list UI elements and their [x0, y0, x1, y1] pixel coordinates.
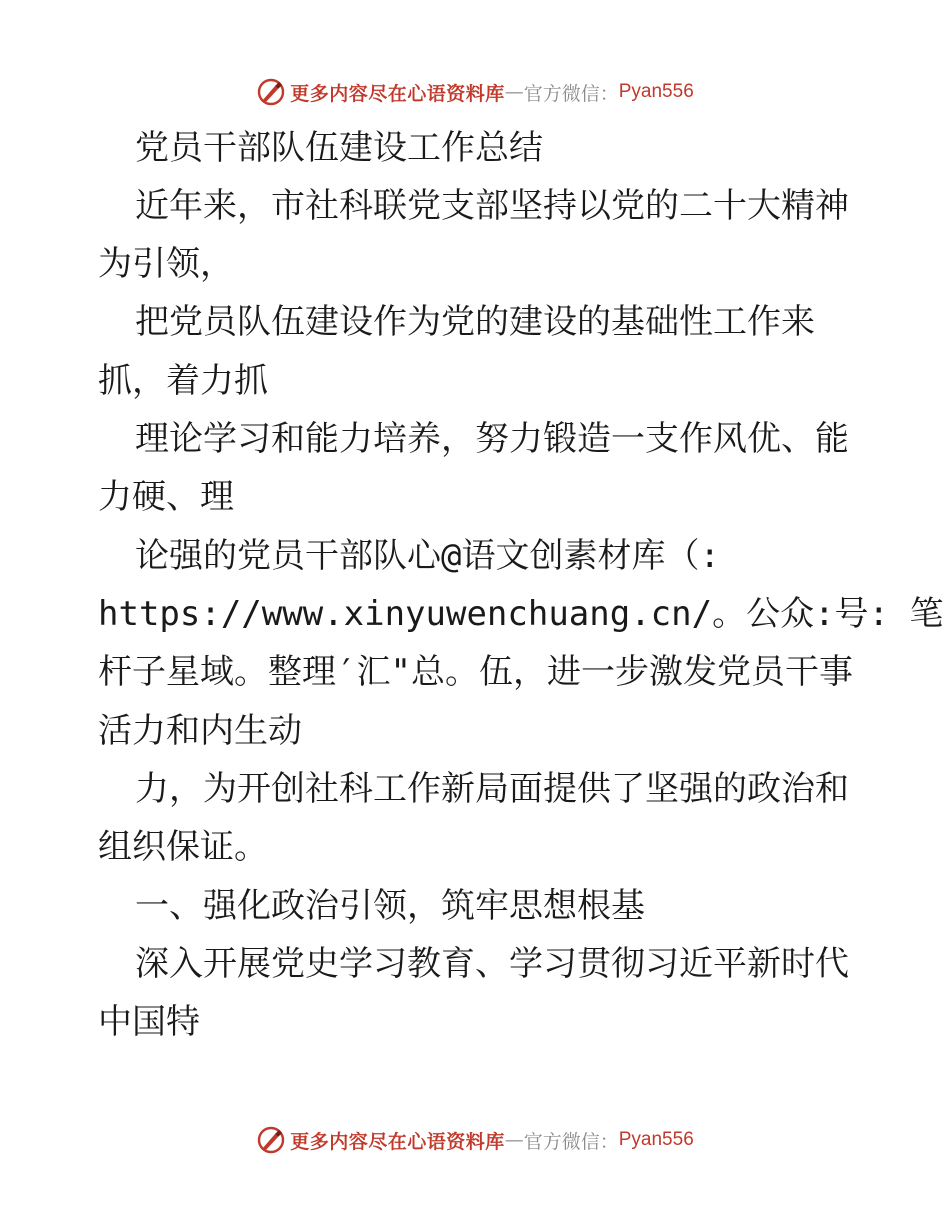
paragraph-line: 为引领，: [98, 244, 234, 284]
footer-watermark: [0, 1120, 950, 1160]
watermark-wechat-id: Pyan556: [618, 81, 694, 102]
paragraph-line: 力，为开创社科工作新局面提供了坚强的政治和: [135, 769, 849, 809]
paragraph-line: 近年来，市社科联党支部坚持以党的二十大精神: [135, 186, 849, 226]
header-watermark: [0, 72, 950, 112]
paragraph-line: 抓，着力抓: [98, 361, 268, 401]
section-heading: 一、强化政治引领，筑牢思想根基: [135, 886, 645, 926]
watermark-label: 官方微信：: [523, 82, 619, 105]
paragraph-line: 论强的党员干部队心@语文创素材库（:: [135, 536, 720, 576]
paragraph-line: 深入开展党史学习教育、学习贯彻习近平新时代: [135, 944, 849, 984]
watermark-dash: —: [504, 81, 524, 103]
paragraph-line: 活力和内生动: [98, 711, 302, 751]
paragraph-line: 力硬、理: [98, 477, 234, 517]
paragraph-line: https://www.xinyuwenchuang.cn/。公众:号: 笔: [98, 594, 944, 634]
paragraph-line: 组织保证。: [98, 827, 268, 867]
paragraph-line: 中国特: [98, 1002, 200, 1042]
watermark-wechat-id: Pyan556: [618, 1129, 694, 1150]
watermark-text: 更多内容尽在心语资料库: [290, 1130, 505, 1153]
pen-logo-icon: [256, 77, 286, 107]
watermark-text: 更多内容尽在心语资料库: [290, 82, 505, 105]
paragraph-line: 把党员队伍建设作为党的建设的基础性工作来: [135, 302, 815, 342]
watermark-dash: —: [504, 1129, 524, 1151]
paragraph-line: 理论学习和能力培养，努力锻造一支作风优、能: [135, 419, 849, 459]
paragraph-line: 杆子星域。整理′汇"总。伍，进一步激发党员干事: [98, 652, 853, 692]
watermark-label: 官方微信：: [523, 1130, 619, 1153]
pen-logo-icon: [256, 1125, 286, 1155]
document-title: 党员干部队伍建设工作总结: [135, 128, 543, 168]
